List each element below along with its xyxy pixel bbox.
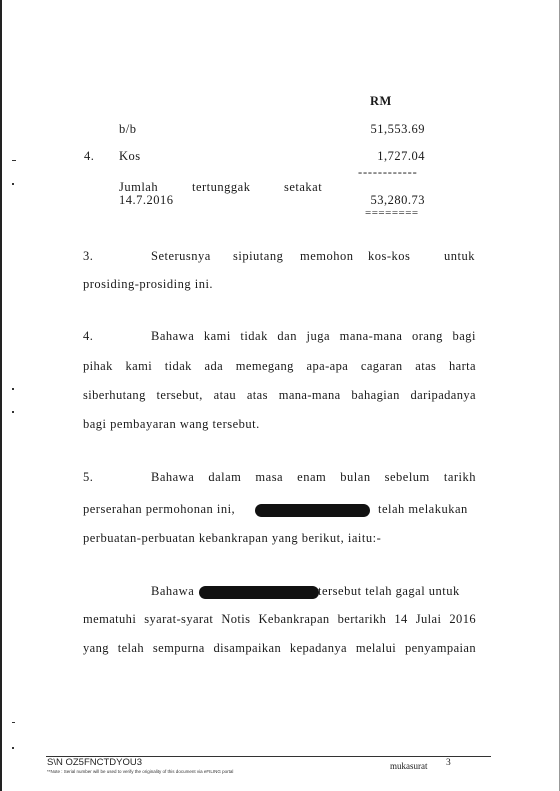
scan-mark bbox=[12, 183, 14, 185]
total-label-word: Jumlah bbox=[119, 180, 159, 194]
scan-mark bbox=[12, 747, 14, 749]
para3-word: untuk bbox=[444, 249, 475, 263]
total-label-word: tertunggak bbox=[192, 180, 251, 194]
scan-mark bbox=[12, 722, 15, 723]
scan-mark bbox=[12, 388, 14, 390]
total-date: 14.7.2016 bbox=[119, 193, 174, 207]
redaction-bar bbox=[255, 504, 370, 517]
redaction-bar bbox=[199, 586, 319, 599]
para5-line1: Bahawa dalam masa enam bulan sebelum tarikh bbox=[151, 470, 476, 484]
para4-number: 4. bbox=[83, 329, 94, 343]
para3-word: Seterusnya bbox=[151, 249, 211, 263]
para3-word: kos-kos bbox=[368, 249, 411, 263]
para4-line2: pihak kami tidak ada memegang apa-apa cagaran atas harta bbox=[83, 359, 476, 373]
page-left-edge bbox=[0, 0, 2, 791]
scan-mark bbox=[12, 160, 16, 161]
page-number: 3 bbox=[446, 758, 451, 768]
para5-number: 5. bbox=[83, 470, 94, 484]
serial-number: S\N OZ5FNCTDYOU3 bbox=[47, 757, 143, 768]
row-amount-kos: 1,727.04 bbox=[377, 149, 425, 163]
total-double-line: ======== bbox=[365, 207, 419, 219]
para6-line1-end: tersebut telah gagal untuk bbox=[318, 584, 460, 598]
row-label-kos: Kos bbox=[119, 149, 141, 163]
row-number-kos: 4. bbox=[84, 149, 95, 163]
para6-line2: mematuhi syarat-syarat Notis Kebankrapan bertarikh 14 Julai 2016 bbox=[83, 612, 476, 626]
para6-line1-start: Bahawa bbox=[151, 584, 195, 598]
para4-line1: Bahawa kami tidak dan juga mana-mana orang bagi bbox=[151, 329, 476, 343]
currency-header: RM bbox=[370, 94, 392, 108]
row-amount-bb: 51,553.69 bbox=[370, 122, 425, 136]
page-label: mukasurat bbox=[390, 761, 428, 771]
para5-line2-end: telah melakukan bbox=[378, 502, 468, 516]
para3-word: sipiutang bbox=[233, 249, 284, 263]
total-amount: 53,280.73 bbox=[370, 193, 425, 207]
para4-line4: bagi pembayaran wang tersebut. bbox=[83, 417, 260, 431]
para6-line3: yang telah sempurna disampaikan kepadanya melalui penyampaian bbox=[83, 641, 476, 655]
para5-line2-start: perserahan permohonan ini, bbox=[83, 502, 236, 516]
subtotal-dash-line: ------------ bbox=[358, 165, 418, 179]
para4-line3: siberhutang tersebut, atau atas mana-mana bahagian daripadanya bbox=[83, 388, 476, 402]
row-label-bb: b/b bbox=[119, 122, 137, 136]
scan-mark bbox=[12, 411, 14, 413]
para3-line2: prosiding-prosiding ini. bbox=[83, 277, 214, 291]
para5-line3: perbuatan-perbuatan kebankrapan yang berikut, iaitu:- bbox=[83, 531, 382, 545]
para3-word: memohon bbox=[300, 249, 354, 263]
para3-number: 3. bbox=[83, 249, 94, 263]
total-label-word: setakat bbox=[284, 180, 323, 194]
serial-note: **Note : Serial number will be used to verify the originality of this document via eFILING portal bbox=[47, 769, 234, 774]
